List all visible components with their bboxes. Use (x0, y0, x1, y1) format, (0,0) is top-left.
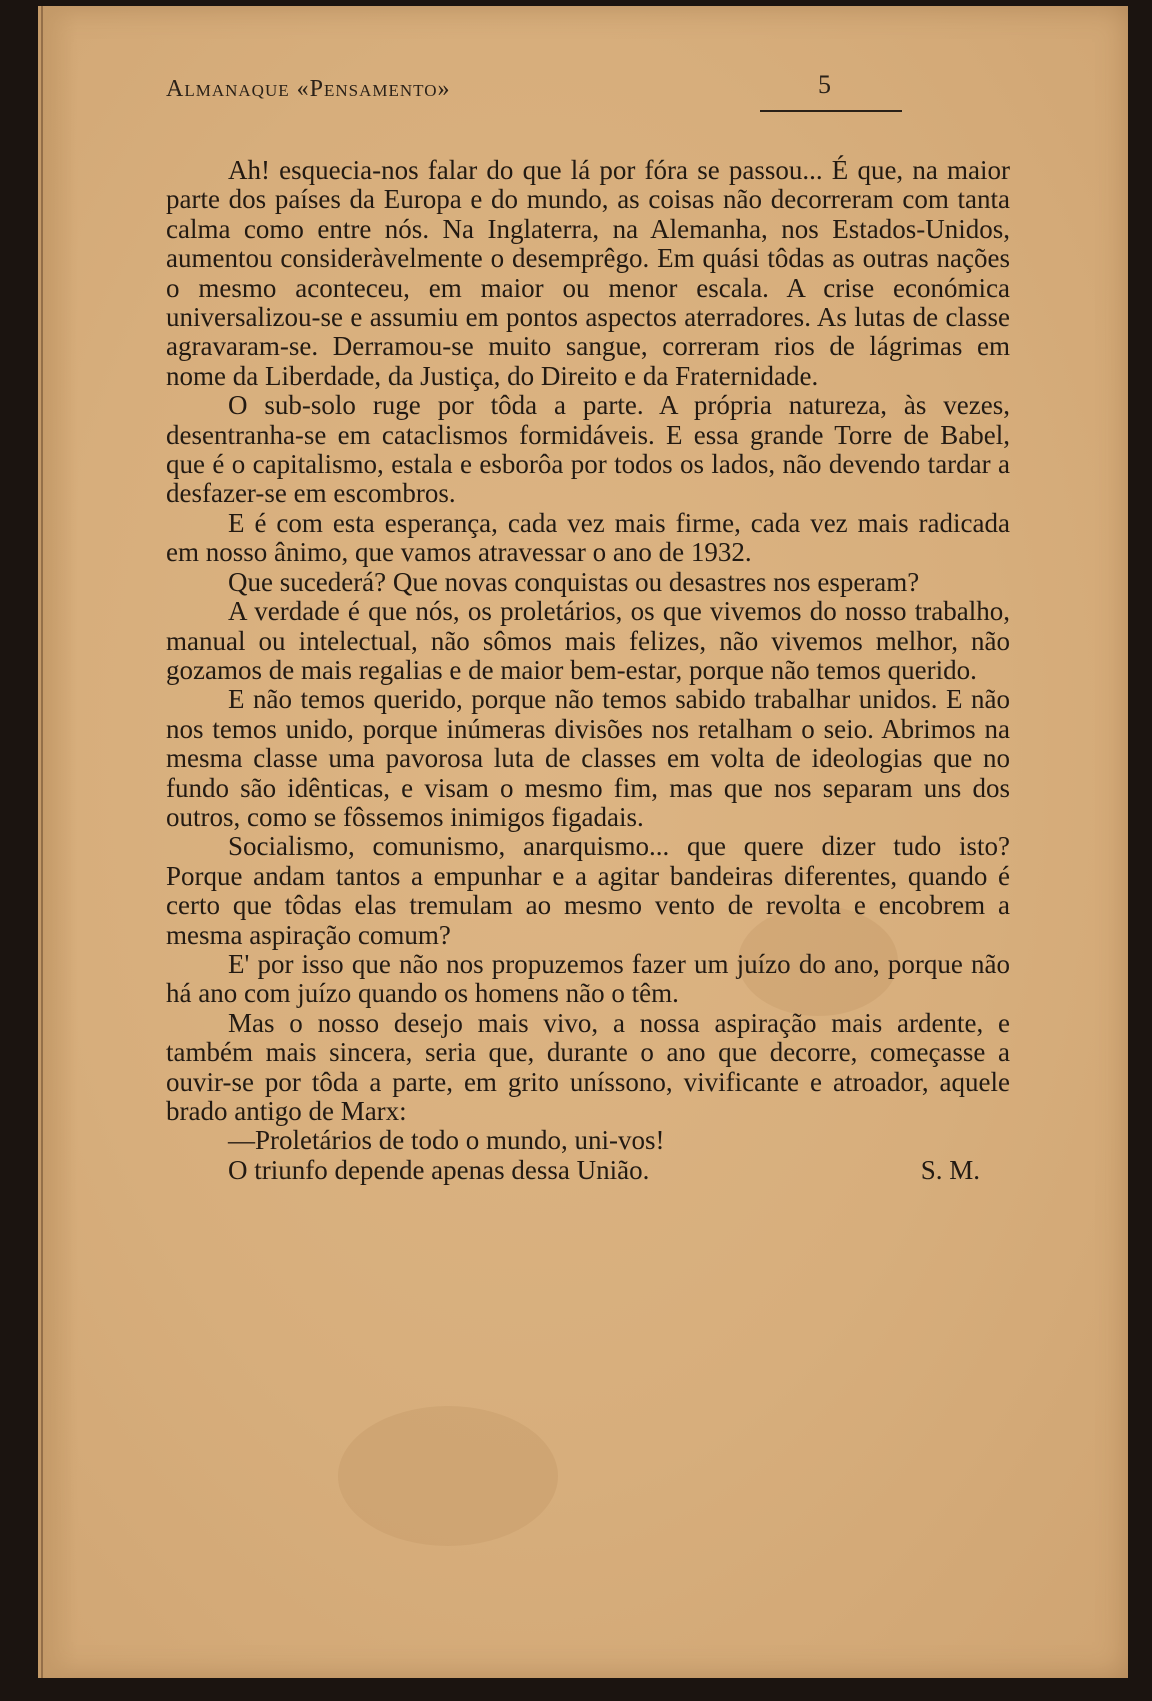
paragraph: Que sucederá? Que novas conquistas ou desastres nos esperam? (228, 566, 920, 597)
binding-line (41, 6, 43, 1678)
paragraph: E é com esta esperança, cada vez mais firme, cada vez mais radicada em nosso ânimo, que vamos atravessar o ano de 1932. (166, 507, 1010, 568)
paragraph: Mas o nosso desejo mais vivo, a nossa aspiração mais ardente, e também mais sincera, seria que, durante o ano que decorre, começasse a ouvir-se por tôda a parte, em grito uníssono, vivificante e atroador, aquele brado antigo de Marx: (166, 1007, 1010, 1126)
author-signature: S. M. (920, 1154, 980, 1185)
paragraph: Socialismo, comunismo, anarquismo... que quere dizer tudo isto? Porque andam tantos a empunhar e a agitar bandeiras diferentes, quando é certo que tôdas elas tremulam ao mesmo vento de revolta e encobrem a mesma aspiração comum? (166, 831, 1010, 950)
header-rule (760, 110, 902, 112)
paragraph: —Proletários de todo o mundo, uni-vos! (228, 1125, 665, 1156)
page-number: 5 (818, 70, 831, 99)
paragraph: E' por isso que não nos propuzemos fazer um juízo do ano, porque não há ano com juízo quando os homens não o têm. (166, 948, 1010, 1009)
paragraph: O sub-solo ruge por tôda a parte. A própria natureza, às vezes, desentranha-se em cataclismos formidáveis. E essa grande Torre de Babel, que é o capitalismo, estala e esborôa por todos os lados, não devendo tardar a desfazer-se em escombros. (166, 390, 1010, 509)
paragraph: A verdade é que nós, os proletários, os que vivemos do nosso trabalho, manual ou intelectual, não sômos mais felizes, não vivemos melhor, não gozamos de mais regalias e de maior bem-estar, porque não temos querido. (166, 596, 1010, 685)
book-page (38, 6, 1128, 1678)
paper-stain (338, 1406, 558, 1546)
page-binding-shadow (38, 6, 78, 1678)
running-title: Almanaque «Pensamento» (166, 76, 451, 102)
paragraph: Ah! esquecia-nos falar do que lá por fóra se passou... É que, na maior parte dos países da Europa e do mundo, as coisas não decorreram com tanta calma como entre nós. Na Inglaterra, na Alemanha, nos Estados-Unidos, aumentou consideràvelmente o desemprêgo. Em quási tôdas as outras nações o mesmo aconteceu, em maior ou menor escala. A crise económica universalizou-se e assumiu em pontos aspectos aterradores. As lutas de classe agravaram-se. Derramou-se muito sangue, correram rios de lágrimas em nome da Liberdade, da Justiça, do Direito e da Fraternidade. (166, 155, 1010, 391)
paragraph: E não temos querido, porque não temos sabido trabalhar unidos. E não nos temos unido, porque inúmeras divisões nos retalham o seio. Abrimos na mesma classe uma pavorosa luta de classes em volta de ideologias que no fundo são idênticas, e visam o mesmo fim, mas que nos separam uns dos outros, como se fôssemos inimigos figadais. (166, 684, 1010, 832)
closing-line (166, 1156, 1010, 1185)
closing-sentence: O triunfo depende apenas dessa União. (228, 1154, 650, 1185)
article-body (166, 156, 1010, 1185)
